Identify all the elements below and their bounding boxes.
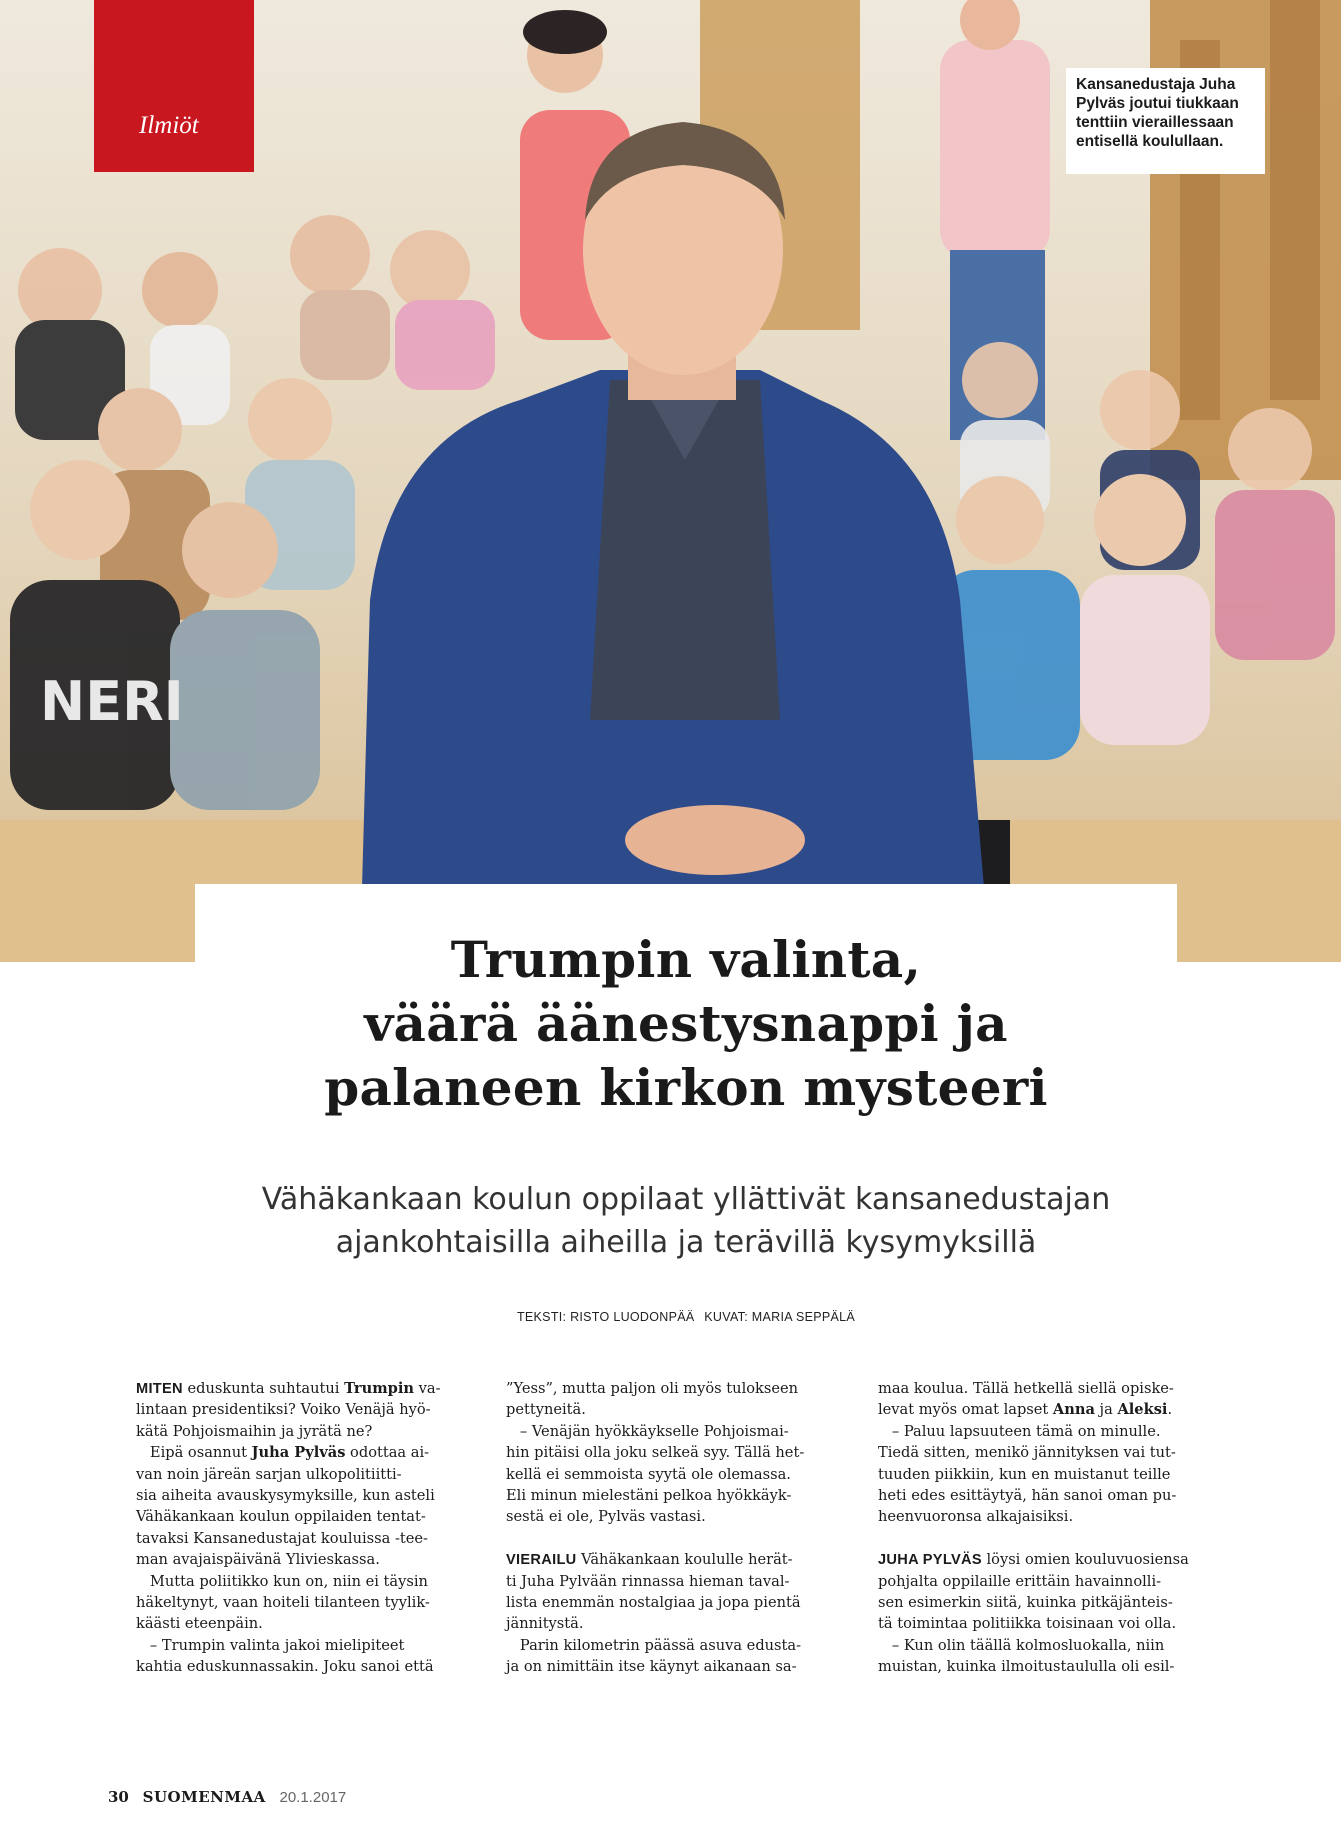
body-line: Parin kilometrin päässä asuva edusta- bbox=[506, 1636, 802, 1654]
headline-line: Trumpin valinta, bbox=[450, 930, 922, 989]
body-line: Eli minun mielestäni pelkoa hyökkäyk- bbox=[506, 1486, 792, 1504]
deck-line: ajankohtaisilla aiheilla ja terävillä kysymyksillä bbox=[335, 1225, 1037, 1260]
body-line: tä toimintaa politiikka toisinaan voi olla. bbox=[878, 1615, 1177, 1633]
body-line: – Paluu lapsuuteen tämä on minulle. bbox=[878, 1422, 1161, 1440]
caption-line: tenttiin vieraillessaan bbox=[1076, 114, 1234, 131]
byline bbox=[195, 1310, 1177, 1324]
body-column-1 bbox=[136, 1378, 476, 1677]
page-footer bbox=[108, 1788, 346, 1807]
headline-line: väärä äänestysnappi ja bbox=[364, 994, 1008, 1053]
deck bbox=[195, 1178, 1177, 1264]
caption-line: Kansanedustaja Juha bbox=[1076, 76, 1236, 93]
paragraph-gap bbox=[878, 1528, 1218, 1549]
body-line: tuuden piikkiin, kun en muistanut teille bbox=[878, 1465, 1171, 1483]
lead-in: MITEN bbox=[136, 1381, 183, 1397]
body-line: muistan, kuinka ilmoitustaululla oli esil- bbox=[878, 1658, 1175, 1676]
body-line: kätä Pohjoismaihin ja jyrätä ne? bbox=[136, 1422, 373, 1440]
lead-in: VIERAILU bbox=[506, 1552, 577, 1569]
body-line: – Trumpin valinta jakoi mielipiteet bbox=[136, 1636, 405, 1654]
headline bbox=[195, 928, 1177, 1120]
name-bold: Anna bbox=[1052, 1401, 1095, 1419]
body-line: MITEN eduskunta suhtautui Trumpin va- bbox=[136, 1380, 441, 1397]
body-line: kahtia eduskunnassakin. Joku sanoi että bbox=[136, 1658, 434, 1676]
svg-text:NERI: NERI bbox=[40, 670, 184, 733]
body-line: sestä ei ole, Pylväs vastasi. bbox=[506, 1508, 706, 1526]
body-line: sen esimerkin siitä, kuinka pitkäjänteis- bbox=[878, 1593, 1173, 1611]
body-line: lintaan presidentiksi? Voiko Venäjä hyö- bbox=[136, 1401, 431, 1419]
issue-date: 20.1.2017 bbox=[279, 1789, 347, 1806]
body-column-2 bbox=[506, 1378, 846, 1677]
body-line: käästi eteenpäin. bbox=[136, 1615, 263, 1633]
body-line: ti Juha Pylvään rinnassa hieman taval- bbox=[506, 1572, 790, 1590]
section-tag bbox=[94, 0, 254, 172]
photo-caption bbox=[1066, 68, 1265, 174]
body-line: VIERAILU Vähäkankaan koululle herät- bbox=[506, 1551, 793, 1569]
body-line: Vähäkankaan koulun oppilaiden tentat- bbox=[136, 1508, 426, 1526]
caption-line: entisellä koulullaan. bbox=[1076, 133, 1224, 150]
body-line: JUHA PYLVÄS löysi omien kouluvuosiensa bbox=[878, 1551, 1189, 1569]
body-line: häkeltynyt, vaan hoiteli tilanteen tyylik- bbox=[136, 1593, 430, 1611]
text-credit: TEKSTI: RISTO LUODONPÄÄ bbox=[516, 1310, 695, 1324]
headline-line: palaneen kirkon mysteeri bbox=[324, 1058, 1048, 1117]
body-line: ”Yess”, mutta paljon oli myös tulokseen bbox=[506, 1380, 799, 1397]
photo-credit: KUVAT: MARIA SEPPÄLÄ bbox=[704, 1310, 856, 1324]
body-column-3 bbox=[878, 1378, 1218, 1677]
body-line: hin pitäisi olla joku selkeä syy. Tällä het- bbox=[506, 1444, 805, 1462]
page-number: 30 bbox=[108, 1788, 129, 1806]
name-bold: Trumpin bbox=[344, 1380, 414, 1397]
section-label: Ilmiöt bbox=[139, 112, 199, 139]
paragraph-gap bbox=[506, 1528, 846, 1549]
body-line: pohjalta oppilaille erittäin havainnolli- bbox=[878, 1572, 1162, 1590]
body-line: van noin järeän sarjan ulkopolitiitti- bbox=[136, 1465, 402, 1483]
body-line: pettyneitä. bbox=[506, 1401, 586, 1419]
body-line: maa koulua. Tällä hetkellä siellä opiske- bbox=[878, 1380, 1174, 1397]
caption-line: Pylväs joutui tiukkaan bbox=[1076, 95, 1239, 112]
body-line: kellä ei semmoista syytä ole olemassa. bbox=[506, 1465, 791, 1483]
body-line: – Kun olin täällä kolmosluokalla, niin bbox=[878, 1636, 1165, 1654]
body-line: – Venäjän hyökkäykselle Pohjoismai- bbox=[506, 1422, 789, 1440]
body-line: Mutta poliitikko kun on, niin ei täysin bbox=[136, 1572, 428, 1590]
deck-line: Vähäkankaan koulun oppilaat yllättivät kansanedustajan bbox=[261, 1182, 1111, 1217]
body-line: jännitystä. bbox=[506, 1615, 584, 1633]
lead-in: JUHA PYLVÄS bbox=[878, 1552, 982, 1569]
body-line: Tiedä sitten, menikö jännityksen vai tut- bbox=[878, 1444, 1176, 1462]
body-line: lista enemmän nostalgiaa ja jopa pientä bbox=[506, 1593, 801, 1611]
body-line: heti edes esittäytyä, hän sanoi oman pu- bbox=[878, 1486, 1177, 1504]
body-line: heenvuoronsa alkajaisiksi. bbox=[878, 1508, 1074, 1526]
body-line: levat myös omat lapset Anna ja Aleksi. bbox=[878, 1401, 1173, 1419]
body-line: sia aiheita avauskysymyksille, kun asteli bbox=[136, 1486, 435, 1504]
name-bold: Aleksi bbox=[1117, 1401, 1168, 1419]
body-line: ja on nimittäin itse käynyt aikanaan sa- bbox=[506, 1658, 797, 1676]
body-line: man avajaispäivänä Ylivieskassa. bbox=[136, 1551, 380, 1569]
publication-name: SUOMENMAA bbox=[142, 1788, 266, 1806]
body-line: Eipä osannut Juha Pylväs odottaa ai- bbox=[136, 1444, 430, 1462]
body-line: tavaksi Kansanedustajat kouluissa -tee- bbox=[136, 1529, 428, 1547]
name-bold: Juha Pylväs bbox=[251, 1444, 346, 1462]
